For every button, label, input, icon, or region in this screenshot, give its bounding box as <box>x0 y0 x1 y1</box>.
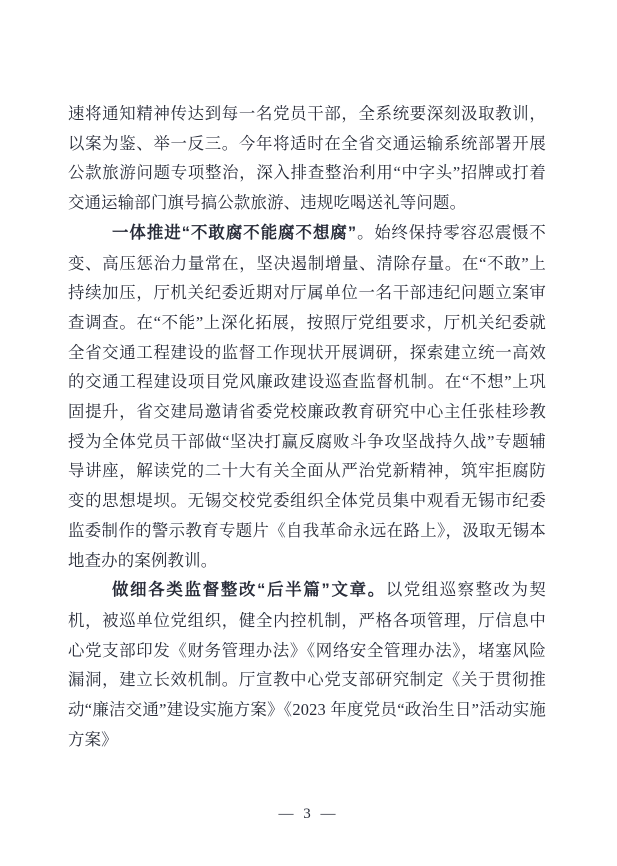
paragraph-text: 速将通知精神传达到每一名党员干部，全系统要深刻汲取教训，以案为鉴、举一反三。今年将适时在全省交通运输系统部署开展公款旅游问题专项整治，深入排查整治利用“中字头”招牌或打着交通运输部门旗号搞公款旅游、违规吃喝送礼等问题。 <box>68 104 546 213</box>
page-number: — 3 — <box>278 806 339 822</box>
paragraph-bold-lead: 一体推进“不敢腐不能腐不想腐” <box>112 223 357 242</box>
paragraph-text: 。始终保持零容忍震慑不变、高压惩治力量常在，坚决遏制增量、清除存量。在“不敢”上持续加压，厅机关纪委近期对厅属单位一名干部违纪问题立案审查调查。在“不能”上深化拓展，按照厅党组要求，厅机关纪委就全省交通工程建设的监督工作现状开展调研，探索建立统一高效的交通工程建设项目党风廉政建设巡查监督机制。在“不想”上巩固提升，省交建局邀请省委党校廉政教育研究中心主任张桂珍教授为全体党员干部做“坚决打赢反腐败斗争攻坚战持久战”专题辅导讲座，解读党的二十大有关全面从严治党新精神，筑牢拒腐防变的思想堤坝。无锡交校党委组织全体党员集中观看无锡市纪委监委制作的警示教育专题片《自我革命永远在路上》，汲取无锡本地查办的案例教训。 <box>68 222 547 570</box>
page-footer <box>0 806 617 823</box>
paragraph <box>68 99 546 218</box>
document-body <box>68 99 546 754</box>
paragraph-text: 以党组巡察整改为契机，被巡单位党组织，健全内控机制，严格各项管理，厅信息中心党支部印发《财务管理办法》《网络安全管理办法》，堵塞风险漏洞，建立长效机制。厅宣教中心党支部研究制定《关于贯彻推动“廉洁交通”建设实施方案》《2023 年度党员“政治生日”活动实施方案》 <box>68 580 546 749</box>
paragraph <box>68 218 546 575</box>
paragraph-bold-lead: 做细各类监督整改“后半篇”文章。 <box>112 581 386 600</box>
paragraph <box>68 575 546 754</box>
